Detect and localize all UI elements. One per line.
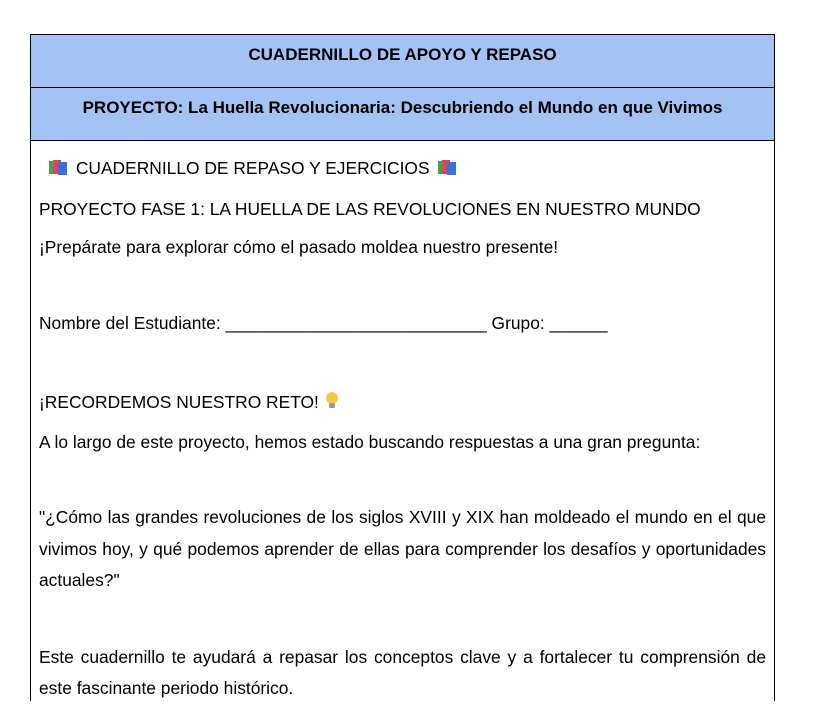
section-heading-text: CUADERNILLO DE REPASO Y EJERCICIOS: [75, 158, 430, 178]
document-table: [30, 34, 775, 701]
books-icon: [49, 160, 67, 175]
section-heading: [39, 157, 766, 179]
books-icon: [438, 160, 456, 175]
intro-text: ¡Prepárate para explorar cómo el pasado moldea nuestro presente!: [39, 237, 559, 257]
lightbulb-icon: [325, 392, 339, 410]
guiding-question: "¿Cómo las grandes revoluciones de los siglos XVIII y XIX han moldeado el mundo en el que vivimos hoy, y qué podemos aprender de ellas para comprender los desafíos y oportunidades actuales?": [39, 507, 766, 590]
project-title: PROYECTO: La Huella Revolucionaria: Descubriendo el Mundo en que Vivimos: [31, 88, 774, 141]
student-name-line: Nombre del Estudiante: ___________________________ Grupo: ______: [39, 313, 608, 333]
closing-text: Este cuadernillo te ayudará a repasar los conceptos clave y a fortalecer tu comprensión de este fascinante periodo histórico.: [39, 646, 766, 698]
document-title: CUADERNILLO DE APOYO Y REPASO: [31, 35, 774, 88]
challenge-intro: A lo largo de este proyecto, hemos estado buscando respuestas a una gran pregunta:: [39, 432, 701, 452]
phase-title: PROYECTO FASE 1: LA HUELLA DE LAS REVOLUCIONES EN NUESTRO MUNDO: [39, 199, 701, 219]
content-cell: [31, 141, 774, 701]
challenge-title: [39, 391, 766, 413]
challenge-title-text: ¡RECORDEMOS NUESTRO RETO!: [39, 392, 319, 412]
